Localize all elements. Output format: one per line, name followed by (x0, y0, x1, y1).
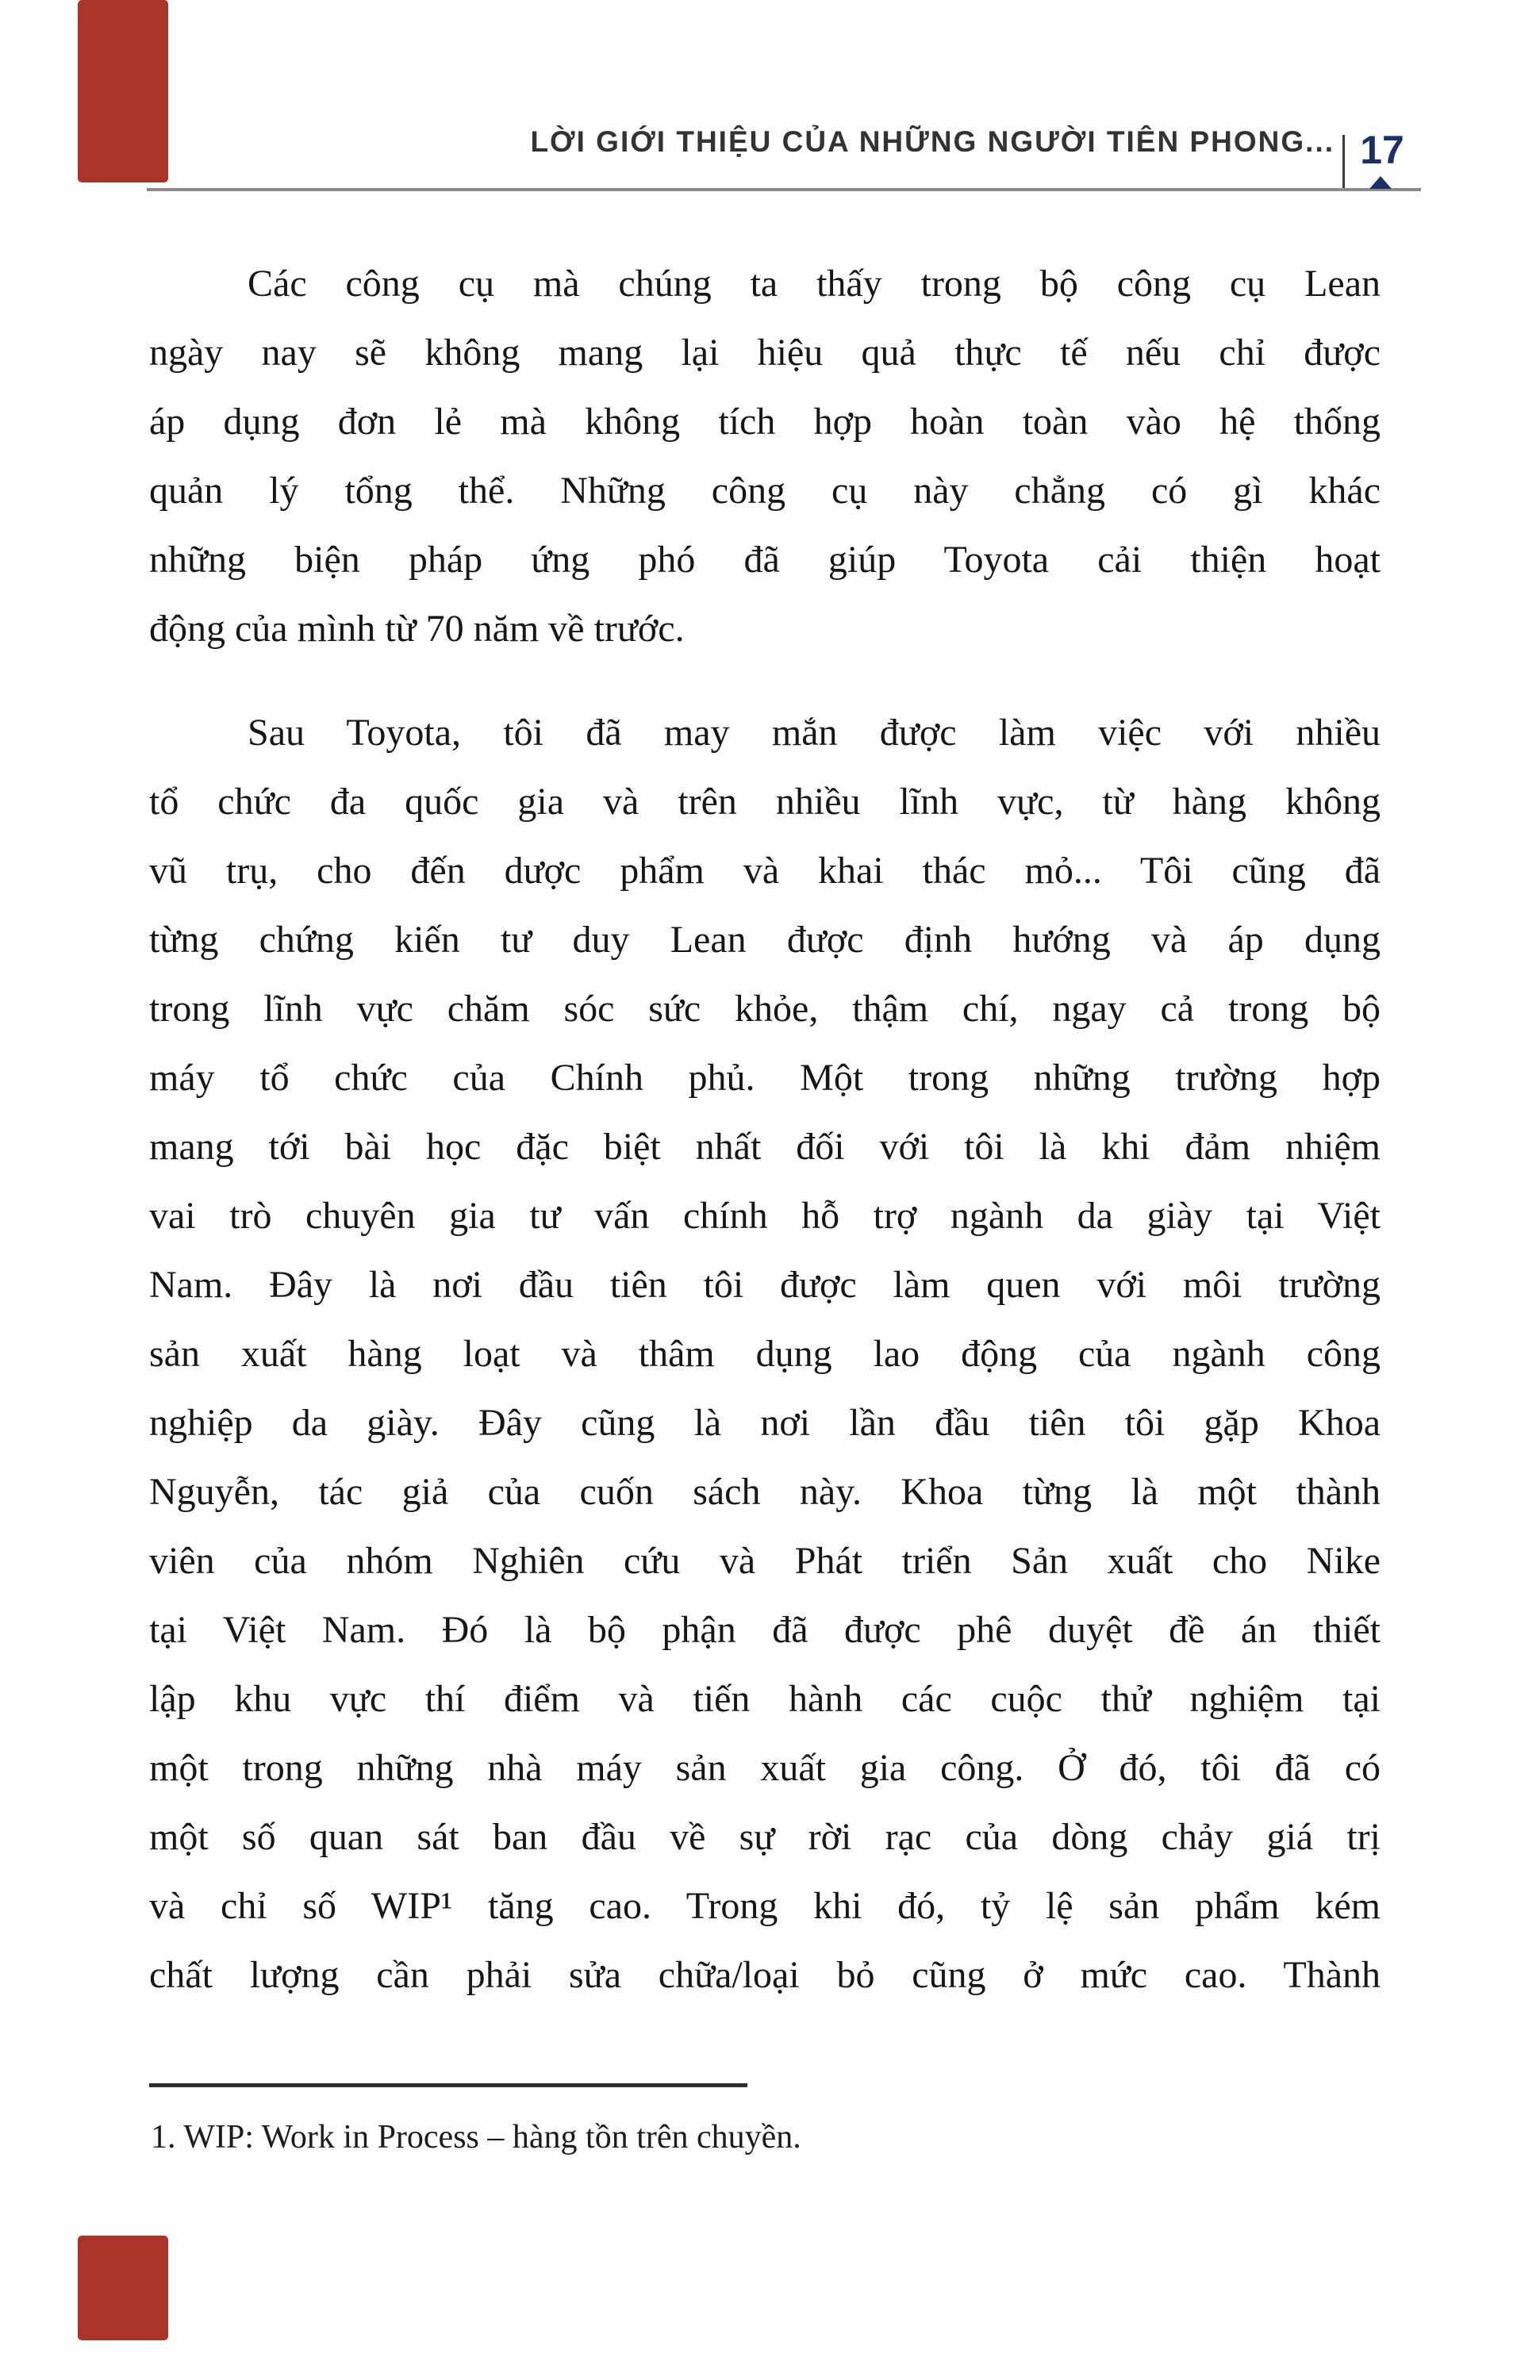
text-line: Sau Toyota, tôi đã may mắn được làm việc với nhiều (248, 712, 1381, 754)
text-line: Các công cụ mà chúng ta thấy trong bộ công cụ Lean (248, 263, 1381, 305)
text-line: và chỉ số WIP¹ tăng cao. Trong khi đó, tỷ lệ sản phẩm kém (149, 1885, 1381, 1927)
text-line: Nam. Đây là nơi đầu tiên tôi được làm quen với môi trường (149, 1264, 1381, 1306)
red-page-edge-mark-top (78, 0, 168, 182)
text-line: áp dụng đơn lẻ mà không tích hợp hoàn toàn vào hệ thống (149, 401, 1381, 443)
text-line: Nguyễn, tác giả của cuốn sách này. Khoa từng là một thành (149, 1471, 1381, 1513)
text-line: sản xuất hàng loạt và thâm dụng lao động của ngành công (149, 1333, 1381, 1375)
text-line: tổ chức đa quốc gia và trên nhiều lĩnh vực, từ hàng không (149, 781, 1381, 823)
paragraph (149, 698, 1381, 2010)
bookmark-triangle-icon (1369, 176, 1392, 189)
text-line: ngày nay sẽ không mang lại hiệu quả thực tế nếu chỉ được (149, 332, 1381, 374)
red-page-edge-mark-bottom (78, 2236, 168, 2340)
text-line: vai trò chuyên gia tư vấn chính hỗ trợ ngành da giày tại Việt (149, 1195, 1381, 1237)
header-divider-line (1342, 135, 1345, 190)
text-line: trong lĩnh vực chăm sóc sức khỏe, thậm chí, ngay cả trong bộ (149, 988, 1381, 1030)
running-header-title: LỜI GIỚI THIỆU CỦA NHỮNG NGƯỜI TIÊN PHONG... (530, 125, 1335, 158)
text-line: lập khu vực thí điểm và tiến hành các cuộc thử nghiệm tại (149, 1678, 1381, 1720)
text-line: mang tới bài học đặc biệt nhất đối với tôi là khi đảm nhiệm (149, 1126, 1381, 1168)
text-line: một trong những nhà máy sản xuất gia công. Ở đó, tôi đã có (149, 1747, 1381, 1789)
page-number: 17 (1360, 128, 1404, 172)
text-line: một số quan sát ban đầu về sự rời rạc của dòng chảy giá trị (149, 1816, 1381, 1858)
text-line: từng chứng kiến tư duy Lean được định hướng và áp dụng (149, 919, 1381, 961)
footnote-rule (149, 2083, 747, 2087)
body-text (149, 249, 1381, 2010)
footnote: 1. WIP: Work in Process – hàng tồn trên chuyền. (151, 2119, 801, 2155)
text-line: nghiệp da giày. Đây cũng là nơi lần đầu tiên tôi gặp Khoa (149, 1402, 1381, 1444)
text-line: vũ trụ, cho đến dược phẩm và khai thác mỏ... Tôi cũng đã (149, 850, 1381, 892)
text-line: chất lượng cần phải sửa chữa/loại bỏ cũng ở mức cao. Thành (149, 1954, 1381, 1996)
header-rule (147, 188, 1421, 191)
text-line: viên của nhóm Nghiên cứu và Phát triển Sản xuất cho Nike (149, 1540, 1381, 1582)
text-line: những biện pháp ứng phó đã giúp Toyota cải thiện hoạt (149, 539, 1381, 581)
text-line: động của mình từ 70 năm về trước. (149, 608, 685, 650)
text-line: máy tổ chức của Chính phủ. Một trong những trường hợp (149, 1057, 1381, 1099)
text-line: tại Việt Nam. Đó là bộ phận đã được phê duyệt đề án thiết (149, 1609, 1381, 1651)
text-line: quản lý tổng thể. Những công cụ này chẳng có gì khác (149, 470, 1381, 512)
paragraph (149, 249, 1381, 663)
